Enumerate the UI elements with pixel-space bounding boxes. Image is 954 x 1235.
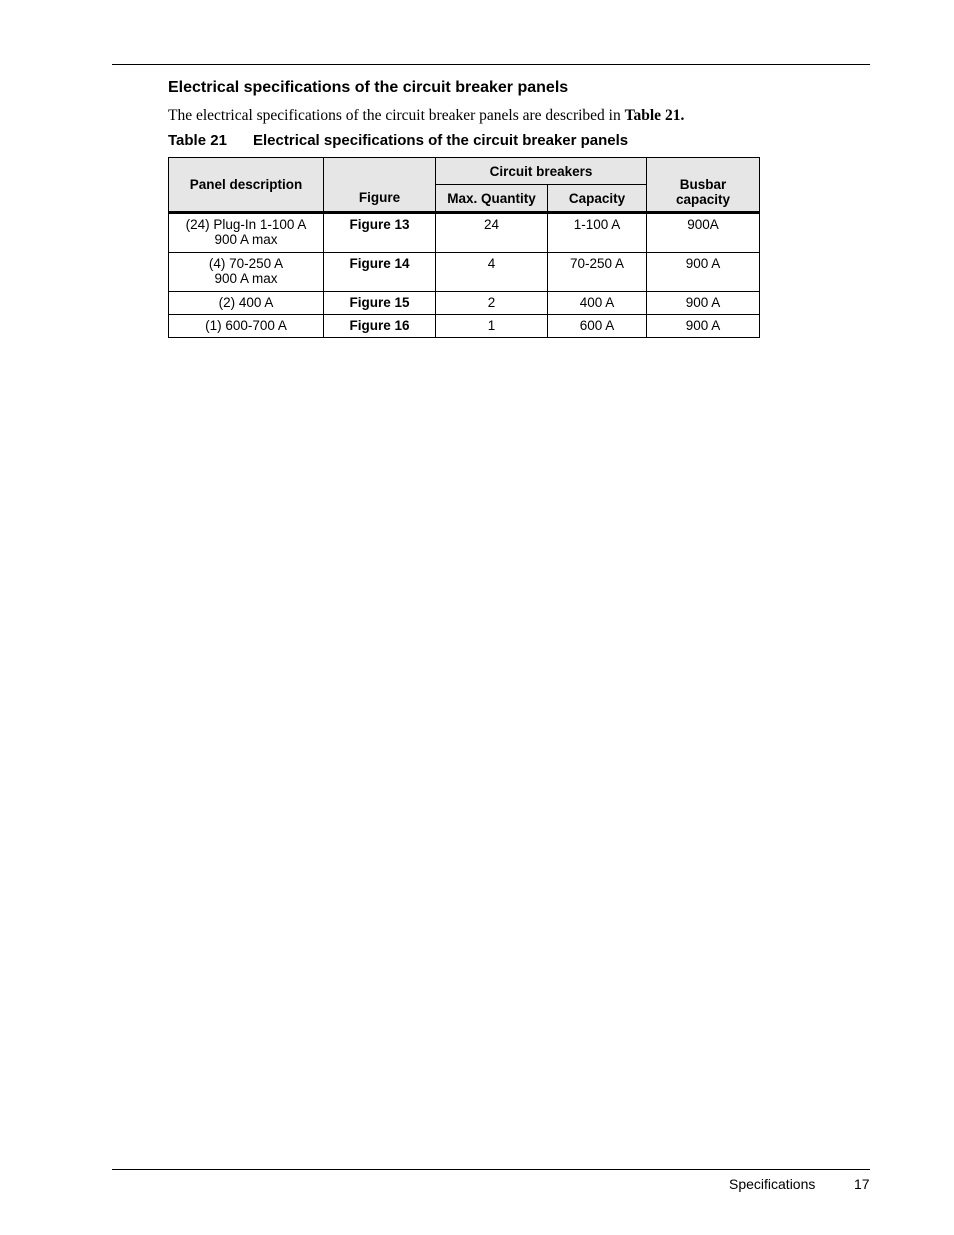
cell-busbar: 900 A bbox=[647, 292, 760, 315]
header-panel-description: Panel description bbox=[169, 158, 324, 213]
header-capacity: Capacity bbox=[548, 185, 647, 213]
cell-capacity: 400 A bbox=[548, 292, 647, 315]
cell-capacity: 70-250 A bbox=[548, 253, 647, 292]
cell-quantity: 1 bbox=[436, 315, 548, 338]
footer-rule bbox=[112, 1169, 870, 1170]
panel-line2: 900 A max bbox=[214, 232, 278, 247]
cell-figure-link[interactable]: Figure 16 bbox=[324, 315, 436, 338]
header-circuit-breakers: Circuit breakers bbox=[436, 158, 647, 185]
cell-quantity: 2 bbox=[436, 292, 548, 315]
header-max-quantity: Max. Quantity bbox=[436, 185, 548, 213]
cell-busbar: 900 A bbox=[647, 253, 760, 292]
cell-panel-description: (2) 400 A bbox=[169, 292, 324, 315]
spec-table bbox=[168, 157, 760, 338]
footer-section-name: Specifications bbox=[729, 1176, 816, 1192]
header-busbar-line1: Busbar bbox=[679, 177, 727, 192]
header-busbar-line2: capacity bbox=[675, 192, 731, 207]
cell-quantity: 4 bbox=[436, 253, 548, 292]
cell-panel-description bbox=[169, 213, 324, 253]
intro-paragraph bbox=[168, 107, 684, 125]
cell-figure-link[interactable]: Figure 14 bbox=[324, 253, 436, 292]
cell-capacity: 600 A bbox=[548, 315, 647, 338]
section-heading: Electrical specifications of the circuit breaker panels bbox=[168, 79, 569, 96]
header-busbar-capacity bbox=[647, 158, 760, 213]
panel-line1: (24) Plug-In 1-100 A bbox=[185, 217, 307, 232]
intro-text: The electrical specifications of the circuit breaker panels are described in bbox=[168, 107, 625, 124]
cell-figure-link[interactable]: Figure 13 bbox=[324, 213, 436, 253]
table-title: Electrical specifications of the circuit breaker panels bbox=[253, 132, 629, 149]
cell-busbar: 900 A bbox=[647, 315, 760, 338]
header-rule bbox=[112, 64, 870, 65]
table-header-row bbox=[169, 158, 760, 185]
page-number: 17 bbox=[854, 1176, 870, 1192]
cell-panel-description: (1) 600-700 A bbox=[169, 315, 324, 338]
table-row bbox=[169, 292, 760, 315]
table-row bbox=[169, 213, 760, 253]
table-caption bbox=[168, 132, 628, 149]
cell-quantity: 24 bbox=[436, 213, 548, 253]
table-reference-link[interactable]: Table 21. bbox=[624, 107, 685, 124]
header-figure: Figure bbox=[324, 158, 436, 213]
cell-capacity: 1-100 A bbox=[548, 213, 647, 253]
table-row bbox=[169, 315, 760, 338]
cell-figure-link[interactable]: Figure 15 bbox=[324, 292, 436, 315]
panel-line2: 900 A max bbox=[214, 271, 278, 286]
table-number: Table 21 bbox=[168, 132, 227, 149]
cell-panel-description bbox=[169, 253, 324, 292]
cell-busbar: 900A bbox=[647, 213, 760, 253]
table-row bbox=[169, 253, 760, 292]
panel-line1: (4) 70-250 A bbox=[208, 256, 284, 271]
